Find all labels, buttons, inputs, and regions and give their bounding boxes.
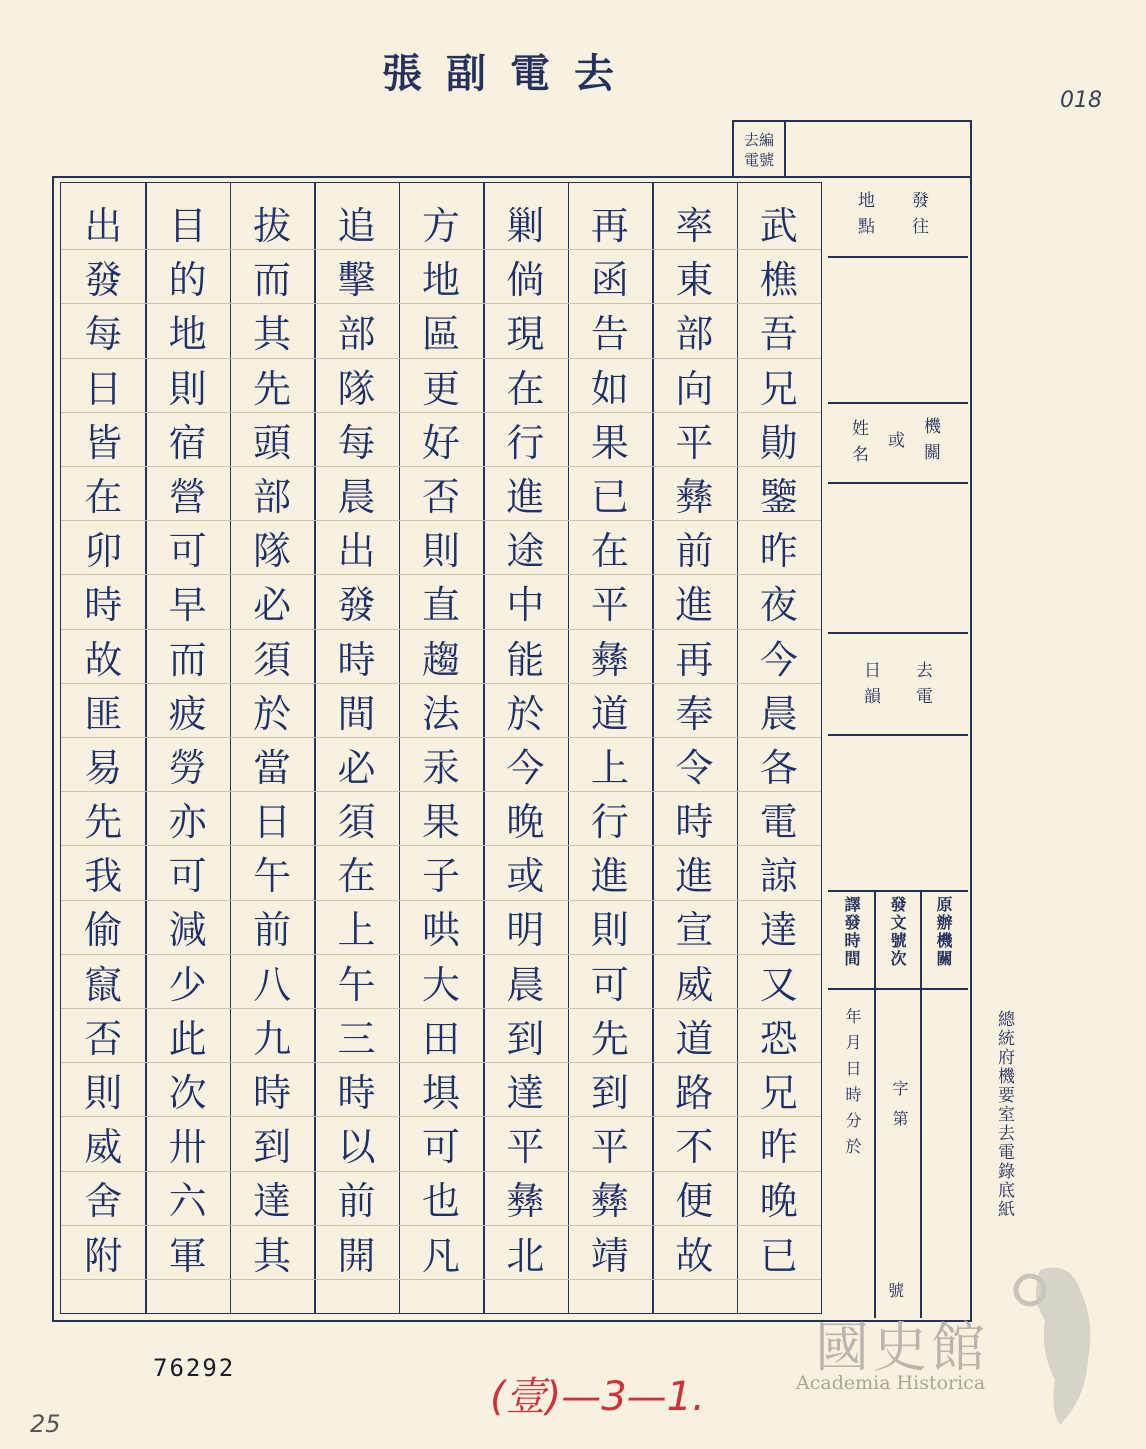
time-fields: 年月日時分於 <box>843 1008 862 1164</box>
pencil-number: 25 <box>30 1410 61 1438</box>
corner-number: 018 <box>1060 88 1102 113</box>
origin-office-label: 原辦機關 <box>934 896 953 968</box>
translate-time-label: 譯發時間 <box>842 896 861 968</box>
name-top-label: 機 關 <box>924 417 941 463</box>
letter-column: 方 地 區 更 好 否 則 直 趨 法 汞 果 子 哄 大 田 埧 可 也 凡 <box>421 204 460 1278</box>
form-caption: 總統府機要室去電錄底紙 <box>994 1010 1014 1219</box>
archive-note: (壹)—3—1. <box>490 1374 705 1420</box>
divider <box>828 402 968 404</box>
doc-number-label: 發文號次 <box>888 896 907 968</box>
form-title: 張副電去 <box>382 50 638 97</box>
name-left-label: 姓 名 <box>852 419 869 465</box>
letter-column: 再 函 告 如 果 已 在 平 彝 道 上 行 進 則 可 先 到 平 彝 靖 <box>590 204 629 1278</box>
side-panel <box>828 176 968 1318</box>
date-left-label: 日 韻 <box>864 661 881 707</box>
watermark-logo-text: 國史館 <box>815 1316 989 1379</box>
watermark-subtitle: Academia Historica <box>796 1372 986 1394</box>
doc-number-fields: 字第 <box>890 1080 909 1140</box>
watermark-emblem-icon <box>1000 1260 1110 1430</box>
letter-column: 追 擊 部 隊 每 晨 出 發 時 間 必 須 在 上 午 三 時 以 前 開 <box>337 204 376 1278</box>
doc-number-end: 號 <box>888 1281 905 1300</box>
divider <box>828 734 968 736</box>
letter-column: 武 樵 吾 兄 勛 鑒 昨 夜 今 晨 各 電 諒 達 又 恐 兄 昨 晚 已 <box>759 204 798 1278</box>
name-mid-label: 或 <box>888 431 905 451</box>
letter-column: 率 東 部 向 平 彝 前 進 再 奉 令 時 進 宣 威 道 路 不 便 故 <box>675 204 714 1278</box>
column-divider <box>920 890 922 1318</box>
dest-top-label: 發 往 <box>912 191 929 237</box>
column-divider <box>874 890 876 1318</box>
divider <box>828 482 968 484</box>
edit-number-box <box>732 120 972 178</box>
dest-left-label: 地 點 <box>858 191 875 237</box>
letter-column: 拔 而 其 先 頭 部 隊 必 須 於 當 日 午 前 八 九 時 到 達 其 <box>253 204 292 1278</box>
edit-number-label <box>734 122 786 178</box>
divider <box>828 988 968 990</box>
letter-column: 目 的 地 則 宿 營 可 早 而 疲 勞 亦 可 減 少 此 次 卅 六 軍 <box>168 204 207 1278</box>
letter-body <box>60 182 822 1314</box>
date-top-label: 去 電 <box>916 661 933 707</box>
edit-label-bottom: 電號 <box>743 151 774 169</box>
edit-label-top: 去編 <box>743 131 774 149</box>
serial-number: 76292 <box>153 1354 236 1382</box>
divider <box>828 632 968 634</box>
bottom-columns <box>828 890 968 1318</box>
letter-column: 出 發 每 日 皆 在 卯 時 故 匪 易 先 我 偷 竄 否 則 威 舍 附 <box>84 204 123 1278</box>
letter-column: 剿 倘 現 在 行 進 途 中 能 於 今 晚 或 明 晨 到 達 平 彝 北 <box>506 204 545 1278</box>
divider <box>828 256 968 258</box>
